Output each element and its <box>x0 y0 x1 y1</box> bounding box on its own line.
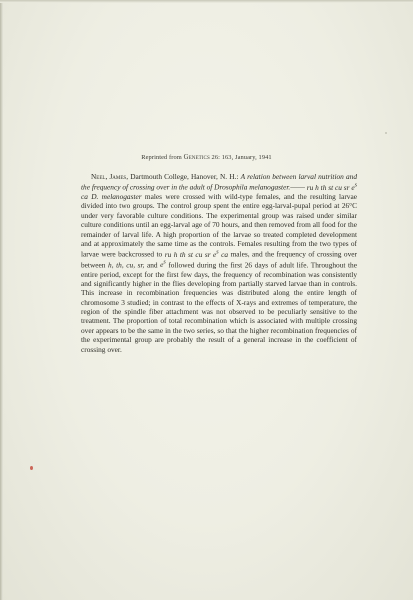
journal-name: Genetics <box>183 154 210 161</box>
reprint-prefix: Reprinted from <box>141 154 182 161</box>
gene-last-sup: s <box>163 259 166 266</box>
stock2-sup: s <box>216 249 219 256</box>
abstract-text-4: followed during the first 26 days of adult life. Throughout the entire period, except for the first few days, the frequency of recombination was consistently and significantly higher in the flies developing from partially starved larvae than in controls. This increase in recombination frequencies was distributed along the entire length of chromosome 3 studied; in contrast to the effects of X-rays and extremes of temperature, the region of the spindle fiber attachment was not observed to be peculiarly sensitive to the treatment. The proportion of total recombination which is associated with multiple crossing over appears to be the same in the two series, so that the higher recombination frequencies of the experimental group are probably the result of a general increase in the coefficient of crossing over. <box>81 260 357 354</box>
paper-speck <box>385 132 387 134</box>
affiliation: , Dartmouth College, Hanover, N. H.: <box>126 172 239 181</box>
reprint-header <box>0 154 413 161</box>
article-title: A relation between larval nutrition and the frequency of crossing over in the adult of Drosophila melanogaster. <box>81 172 358 192</box>
gene-last-text: e <box>160 260 164 270</box>
stock1-end: ca D. melanogaster <box>81 192 142 202</box>
citation: 26: 163, January, 1941 <box>211 154 272 161</box>
stock-genotype-2 <box>165 250 228 259</box>
abstract-text-2: males, and the frequency of crossing over between <box>81 249 357 270</box>
abstract-text-3: and <box>144 260 161 270</box>
abstract-paragraph <box>81 172 357 354</box>
stock1-sup: s <box>354 182 357 189</box>
stock1-text: ru h th st cu sr e <box>306 182 355 192</box>
gene-list: h, th, cu, sr, <box>108 260 145 270</box>
page-top-edge <box>0 0 413 3</box>
title-dash: —— <box>290 182 305 192</box>
stock2-end: ca <box>218 249 229 259</box>
stock2-text: ru h th st cu sr e <box>164 249 217 259</box>
abstract-text-1: males were crossed with wild-type females, and the resulting larvae divided into two groups. The control group spent the entire egg-larval-pupal period at 26°C under very favorable culture conditions. The experimental group was raised under similar culture conditions until an egg-larval age of 70 hours, and then removed from all food for the remainder of larval life. A high proportion of the larvae so treated completed development and at approximately the same time as the controls. Females resulting from the two types of larvae were backcrossed to <box>81 192 357 259</box>
page-left-edge <box>0 0 3 600</box>
author-name: Neel, James <box>91 172 127 181</box>
red-ink-mark <box>30 466 33 470</box>
